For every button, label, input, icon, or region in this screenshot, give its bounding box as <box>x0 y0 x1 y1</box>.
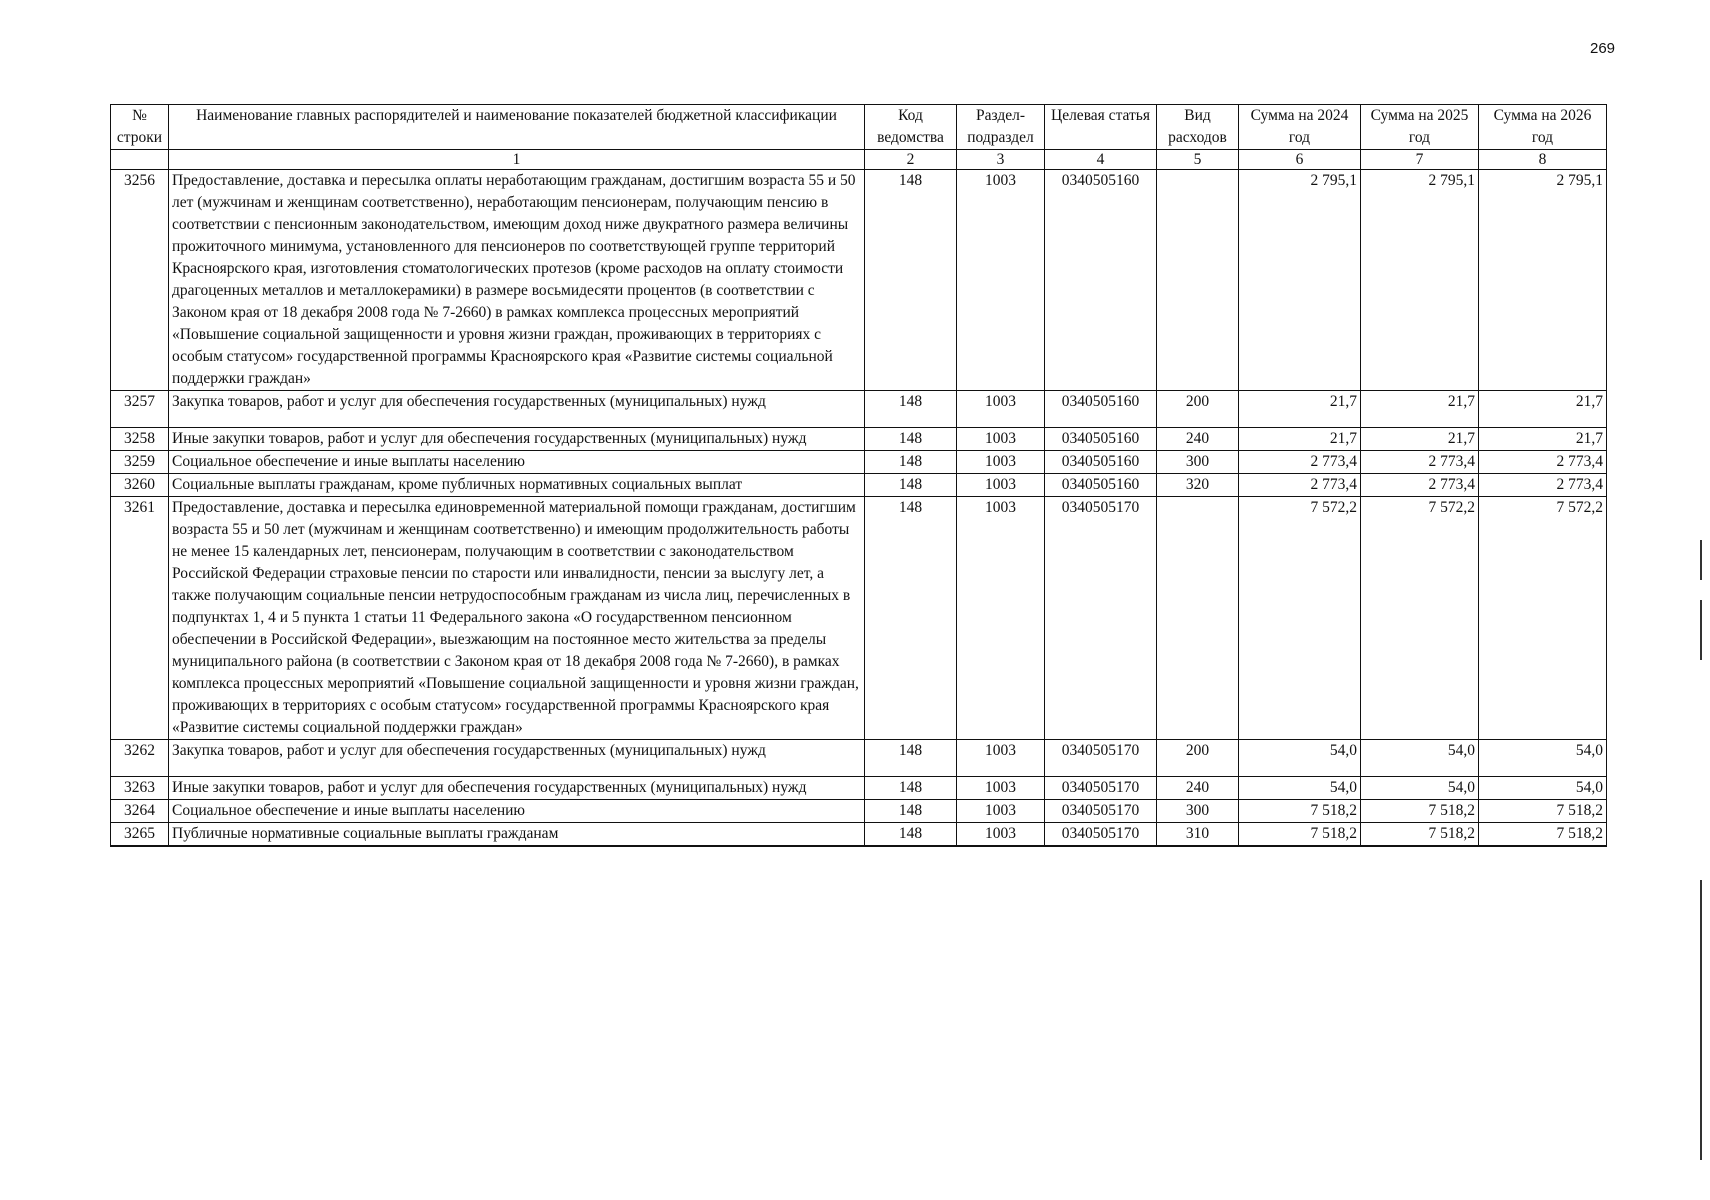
row-name: Иные закупки товаров, работ и услуг для обеспечения государственных (муниципальных) нужд <box>169 777 865 800</box>
row-sum-2024: 21,7 <box>1239 428 1361 451</box>
table-row <box>111 497 1607 740</box>
row-target: 0340505170 <box>1045 823 1157 846</box>
row-sum-2026: 54,0 <box>1479 740 1607 777</box>
table-row <box>111 391 1607 428</box>
row-dept-code: 148 <box>865 170 957 391</box>
row-target: 0340505160 <box>1045 474 1157 497</box>
row-expense-type <box>1157 846 1239 847</box>
row-dept-code: 148 <box>865 474 957 497</box>
column-number: 1 <box>169 150 865 170</box>
row-sum-2026: 2 773,4 <box>1479 451 1607 474</box>
column-number: 8 <box>1479 150 1607 170</box>
table-row <box>111 777 1607 800</box>
row-target: 0340505160 <box>1045 170 1157 391</box>
row-sum-2025: 21,7 <box>1361 391 1479 428</box>
row-sum-2025: 2 795,1 <box>1361 170 1479 391</box>
page-number: 269 <box>1590 40 1616 57</box>
row-sum-2026: 7 572,2 <box>1479 497 1607 740</box>
row-name <box>169 846 865 847</box>
row-number: 3265 <box>111 823 169 846</box>
table-row <box>111 846 1607 847</box>
row-section: 1003 <box>957 800 1045 823</box>
row-sum-2026: 7 518,2 <box>1479 800 1607 823</box>
row-name: Предоставление, доставка и пересылка оплаты неработающим гражданам, достигшим возраста 55 и 50 лет (мужчинам и женщинам соответственно), неработающим пенсионерам, получающим пенсию в соответствии с пенсионным законодательством, имеющим доход ниже двукратного размера величины прожиточного минимума, установленного для пенсионеров по соответствующей группе территорий Красноярского края, изготовления стоматологических протезов (кроме расходов на оплату стоимости драгоценных металлов и металлокерамики) в размере восьмидесяти процентов (в соответствии с Законом края от 18 декабря 2008 года № 7-2660) в рамках комплекса процессных мероприятий «Повышение социальной защищенности и уровня жизни граждан, проживающих в территориях с особым статусом» государственной программы Красноярского края «Развитие системы социальной поддержки граждан» <box>169 170 865 391</box>
row-expense-type: 300 <box>1157 451 1239 474</box>
row-sum-2024: 2 773,4 <box>1239 451 1361 474</box>
row-sum-2025 <box>1361 846 1479 847</box>
scan-edge-mark <box>1700 880 1702 1160</box>
header-target: Целевая статья <box>1045 105 1157 150</box>
row-sum-2025: 7 572,2 <box>1361 497 1479 740</box>
header-sum-2025: Сумма на 2025 год <box>1361 105 1479 150</box>
row-sum-2024: 7 518,2 <box>1239 823 1361 846</box>
row-sum-2026: 21,7 <box>1479 428 1607 451</box>
row-expense-type <box>1157 170 1239 391</box>
row-target <box>1045 846 1157 847</box>
row-number: 3261 <box>111 497 169 740</box>
row-sum-2024 <box>1239 846 1361 847</box>
row-sum-2024: 54,0 <box>1239 740 1361 777</box>
row-sum-2025: 2 773,4 <box>1361 451 1479 474</box>
row-expense-type: 300 <box>1157 800 1239 823</box>
row-expense-type: 200 <box>1157 740 1239 777</box>
row-sum-2024: 7 572,2 <box>1239 497 1361 740</box>
row-number: 3260 <box>111 474 169 497</box>
row-name: Публичные нормативные социальные выплаты гражданам <box>169 823 865 846</box>
row-number <box>111 846 169 847</box>
row-section: 1003 <box>957 428 1045 451</box>
row-sum-2025: 54,0 <box>1361 777 1479 800</box>
row-dept-code: 148 <box>865 497 957 740</box>
row-sum-2026: 7 518,2 <box>1479 823 1607 846</box>
table-row <box>111 740 1607 777</box>
header-row <box>111 105 1607 150</box>
row-sum-2025: 54,0 <box>1361 740 1479 777</box>
row-dept-code: 148 <box>865 823 957 846</box>
row-expense-type: 310 <box>1157 823 1239 846</box>
row-name: Социальные выплаты гражданам, кроме публичных нормативных социальных выплат <box>169 474 865 497</box>
row-dept-code: 148 <box>865 391 957 428</box>
row-section: 1003 <box>957 170 1045 391</box>
row-sum-2026: 2 773,4 <box>1479 474 1607 497</box>
scan-edge-mark <box>1700 600 1702 660</box>
row-number: 3257 <box>111 391 169 428</box>
row-sum-2025: 7 518,2 <box>1361 823 1479 846</box>
row-dept-code: 148 <box>865 451 957 474</box>
row-section: 1003 <box>957 777 1045 800</box>
table-row <box>111 474 1607 497</box>
row-sum-2026: 21,7 <box>1479 391 1607 428</box>
table-row <box>111 451 1607 474</box>
row-section: 1003 <box>957 740 1045 777</box>
row-dept-code <box>865 846 957 847</box>
column-number: 2 <box>865 150 957 170</box>
row-number: 3258 <box>111 428 169 451</box>
row-sum-2025: 2 773,4 <box>1361 474 1479 497</box>
column-number-row <box>111 150 1607 170</box>
row-sum-2024: 54,0 <box>1239 777 1361 800</box>
table-row <box>111 823 1607 846</box>
row-target: 0340505170 <box>1045 800 1157 823</box>
budget-table <box>110 104 1607 847</box>
scan-edge-mark <box>1700 540 1702 580</box>
header-sum-2026: Сумма на 2026 год <box>1479 105 1607 150</box>
row-expense-type: 240 <box>1157 428 1239 451</box>
header-row-no: № строки <box>111 105 169 150</box>
row-sum-2024: 7 518,2 <box>1239 800 1361 823</box>
header-section: Раздел-подраздел <box>957 105 1045 150</box>
header-dept-code: Код ведомства <box>865 105 957 150</box>
table-row <box>111 428 1607 451</box>
row-target: 0340505160 <box>1045 428 1157 451</box>
row-section: 1003 <box>957 823 1045 846</box>
row-sum-2026: 2 795,1 <box>1479 170 1607 391</box>
column-number: 4 <box>1045 150 1157 170</box>
row-section: 1003 <box>957 391 1045 428</box>
row-expense-type: 320 <box>1157 474 1239 497</box>
row-sum-2024: 2 773,4 <box>1239 474 1361 497</box>
row-name: Социальное обеспечение и иные выплаты населению <box>169 451 865 474</box>
row-number: 3259 <box>111 451 169 474</box>
row-name: Социальное обеспечение и иные выплаты населению <box>169 800 865 823</box>
row-section: 1003 <box>957 497 1045 740</box>
table-row <box>111 800 1607 823</box>
header-name: Наименование главных распорядителей и наименование показателей бюджетной классификации <box>169 105 865 150</box>
row-name: Предоставление, доставка и пересылка единовременной материальной помощи гражданам, достигшим возраста 55 и 50 лет (мужчинам и женщинам соответственно) и имеющим продолжительность работы не менее 15 календарных лет, пенсионерам, получающим в соответствии с законодательством Российской Федерации страховые пенсии по старости или инвалидности, пенсии за выслугу лет, а также получающим социальные пенсии нетрудоспособным гражданам из числа лиц, перечисленных в подпунктах 1, 4 и 5 пункта 1 статьи 11 Федерального закона «О государственном пенсионном обеспечении в Российской Федерации», выезжающим на постоянное место жительства за пределы муниципального района (в соответствии с Законом края от 18 декабря 2008 года № 7-2660), в рамках комплекса процессных мероприятий «Повышение социальной защищенности и уровня жизни граждан, проживающих в территориях с особым статусом» государственной программы Красноярского края «Развитие системы социальной поддержки граждан» <box>169 497 865 740</box>
row-name: Закупка товаров, работ и услуг для обеспечения государственных (муниципальных) нужд <box>169 740 865 777</box>
header-expense-type: Вид расходов <box>1157 105 1239 150</box>
row-section: 1003 <box>957 451 1045 474</box>
row-dept-code: 148 <box>865 777 957 800</box>
row-sum-2025: 7 518,2 <box>1361 800 1479 823</box>
row-expense-type: 200 <box>1157 391 1239 428</box>
column-number: 6 <box>1239 150 1361 170</box>
row-expense-type: 240 <box>1157 777 1239 800</box>
row-sum-2024: 2 795,1 <box>1239 170 1361 391</box>
row-section <box>957 846 1045 847</box>
row-expense-type <box>1157 497 1239 740</box>
header-sum-2024: Сумма на 2024 год <box>1239 105 1361 150</box>
row-dept-code: 148 <box>865 740 957 777</box>
row-target: 0340505160 <box>1045 451 1157 474</box>
column-number <box>111 150 169 170</box>
row-sum-2026: 54,0 <box>1479 777 1607 800</box>
row-dept-code: 148 <box>865 428 957 451</box>
row-number: 3256 <box>111 170 169 391</box>
row-number: 3263 <box>111 777 169 800</box>
row-target: 0340505170 <box>1045 497 1157 740</box>
row-number: 3262 <box>111 740 169 777</box>
row-name: Закупка товаров, работ и услуг для обеспечения государственных (муниципальных) нужд <box>169 391 865 428</box>
column-number: 5 <box>1157 150 1239 170</box>
column-number: 3 <box>957 150 1045 170</box>
row-sum-2025: 21,7 <box>1361 428 1479 451</box>
row-target: 0340505170 <box>1045 777 1157 800</box>
row-sum-2026 <box>1479 846 1607 847</box>
column-number: 7 <box>1361 150 1479 170</box>
row-sum-2024: 21,7 <box>1239 391 1361 428</box>
row-number: 3264 <box>111 800 169 823</box>
row-target: 0340505160 <box>1045 391 1157 428</box>
table-row <box>111 170 1607 391</box>
row-name: Иные закупки товаров, работ и услуг для обеспечения государственных (муниципальных) нужд <box>169 428 865 451</box>
row-dept-code: 148 <box>865 800 957 823</box>
row-target: 0340505170 <box>1045 740 1157 777</box>
row-section: 1003 <box>957 474 1045 497</box>
